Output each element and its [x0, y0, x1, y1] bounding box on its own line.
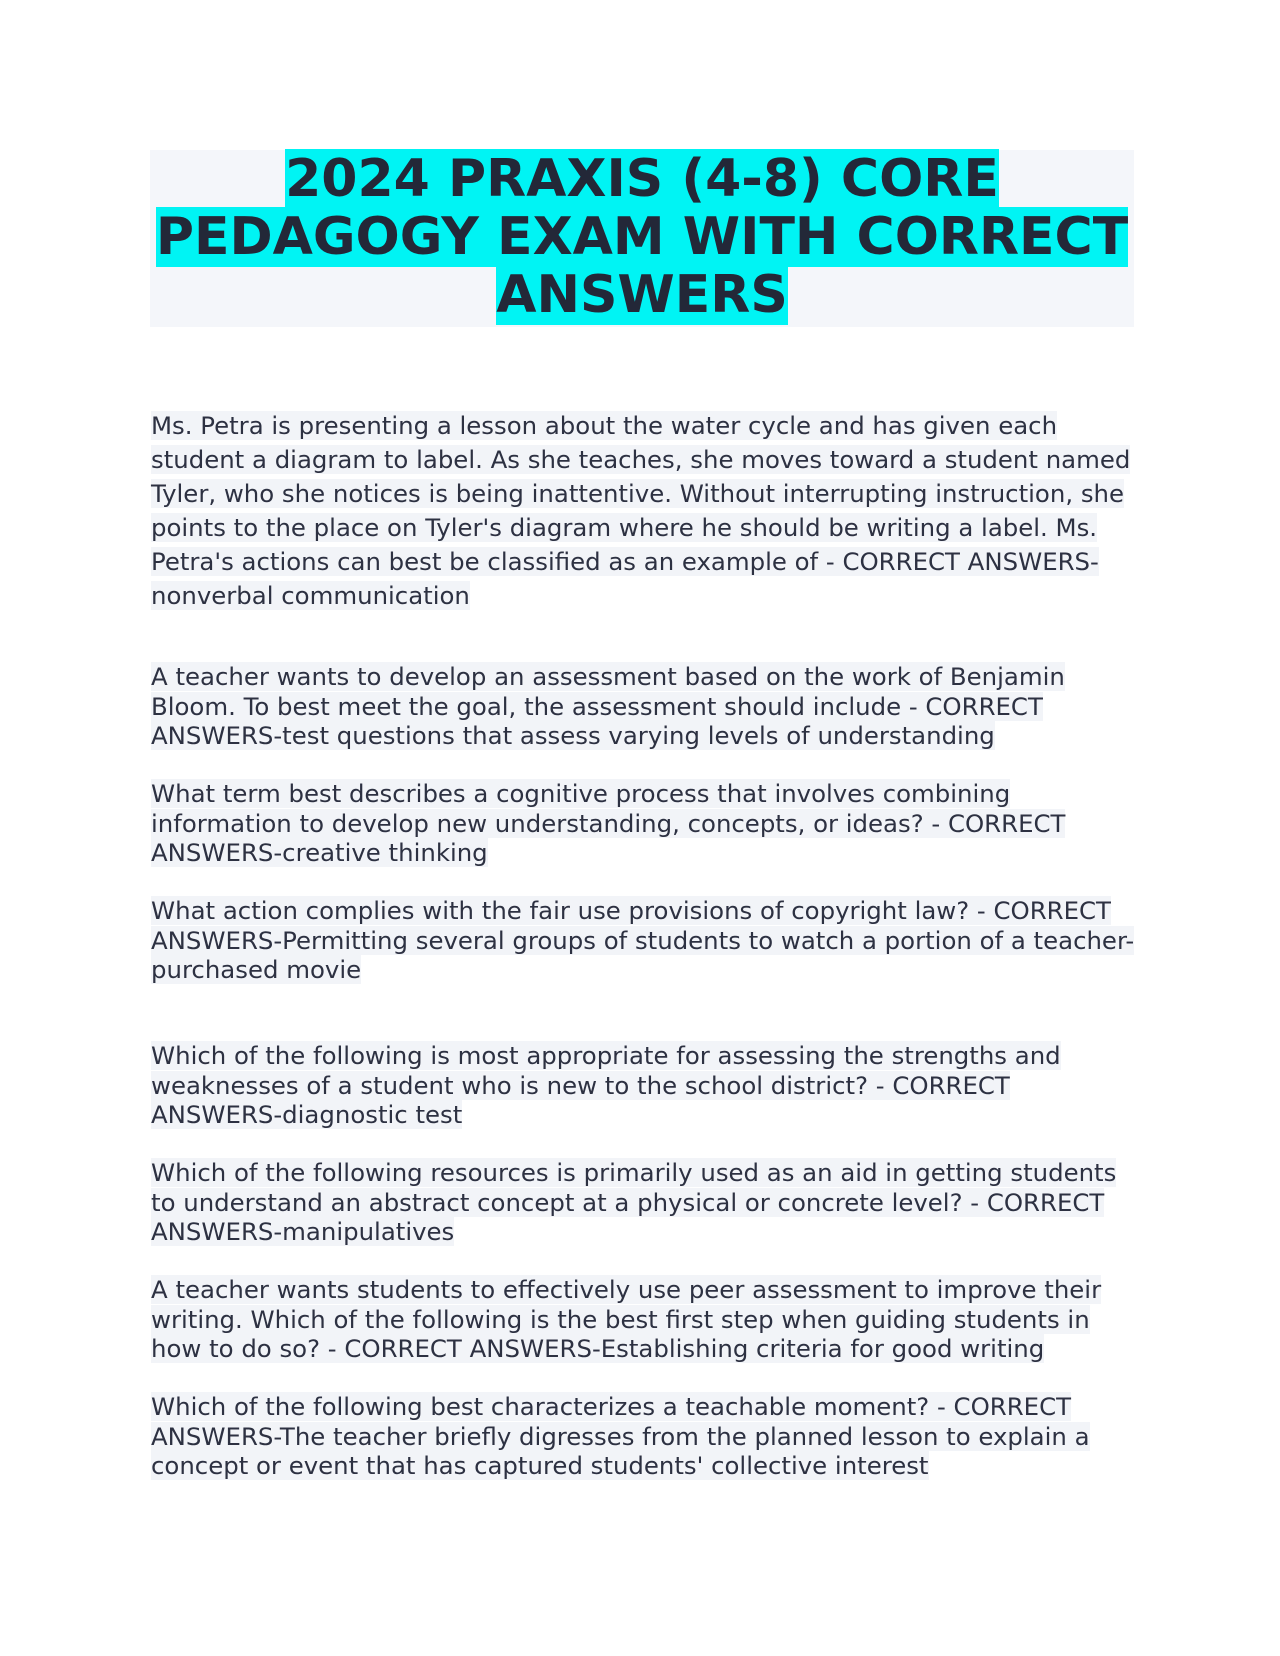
qa-item: A teacher wants students to effectively use peer assessment to improve their writing. Which of the following is the best first step when guiding students in how to do so? - CORRECT ANSWERS-Establishing criteria for good writing: [151, 1275, 1102, 1363]
qa-item: Which of the following is most appropriate for assessing the strengths and weaknesses of a student who is new to the school district? - CORRECT ANSWERS-diagnostic test: [151, 1041, 1061, 1129]
title-block: [150, 150, 1134, 327]
qa-item: Which of the following resources is primarily used as an aid in getting students to understand an abstract concept at a physical or concrete level? - CORRECT ANSWERS-manipulatives: [151, 1158, 1117, 1246]
document-title: [150, 150, 1134, 324]
title-highlight: 2024 PRAXIS (4-8) CORE PEDAGOGY EXAM WITH CORRECT ANSWERS: [155, 149, 1129, 325]
qa-item: What action complies with the fair use provisions of copyright law? - CORRECT ANSWERS-Permitting several groups of students to watch a portion of a teacher-purchased movie: [151, 896, 1135, 984]
qa-item: What term best describes a cognitive process that involves combining information to develop new understanding, concepts, or ideas? - CORRECT ANSWERS-creative thinking: [151, 779, 1066, 867]
qa-item: Which of the following best characterizes a teachable moment? - CORRECT ANSWERS-The teacher briefly digresses from the planned lesson to explain a concept or event that has captured students' collective interest: [151, 1392, 1090, 1480]
qa-item: Ms. Petra is presenting a lesson about the water cycle and has given each student a diagram to label. As she teaches, she moves toward a student named Tyler, who she notices is being inattentive. Without interrupting instruction, she points to the place on Tyler's diagram where he should be writing a label. Ms. Petra's actions can best be classified as an example of - CORRECT ANSWERS-nonverbal communication: [151, 411, 1131, 610]
qa-item: A teacher wants to develop an assessment based on the work of Benjamin Bloom. To best meet the goal, the assessment should include - CORRECT ANSWERS-test questions that assess varying levels of understanding: [151, 662, 1065, 750]
